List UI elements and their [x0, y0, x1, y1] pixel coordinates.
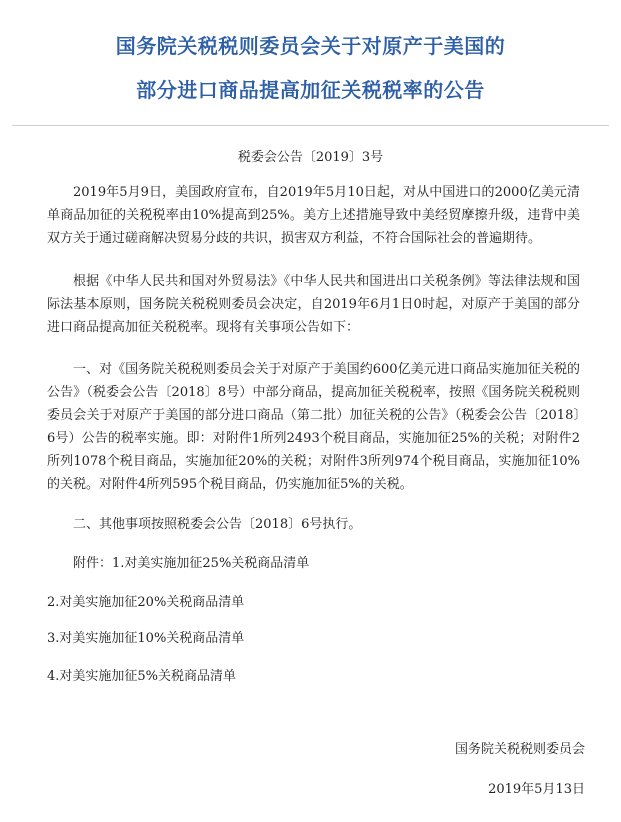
paragraph-legal-basis: 根据《中华人民共和国对外贸易法》《中华人民共和国进出口关税条例》等法律法规和国际法基本原则，国务院关税税则委员会决定，自2019年6月1日0时起，对原产于美国的部分进口商品提高加征关税税率。现将有关事项公告如下： — [47, 274, 580, 335]
document-number: 税委会公告〔2019〕3号 — [237, 150, 384, 165]
attachment-2: 2.对美实施加征20%关税商品清单 — [47, 595, 245, 610]
issuer-signature: 国务院关税税则委员会 — [454, 742, 585, 757]
paragraph-announcement: 2019年5月9日，美国政府宣布，自2019年5月10日起，对从中国进口的2000亿美元清单商品加征的关税税率由10%提高到25%。美方上述措施导致中美经贸摩擦升级，违背中美双方关于通过磋商解决贸易分歧的共识，损害双方利益，不符合国际社会的普遍期待。 — [47, 185, 580, 246]
attachment-1: 附件：1.对美实施加征25%关税商品清单 — [73, 556, 310, 571]
paragraph-item-2: 二、其他事项按照税委会公告〔2018〕6号执行。 — [73, 517, 362, 532]
paragraph-item-1: 一、对《国务院关税税则委员会关于对原产于美国约600亿美元进口商品实施加征关税的公告》（税委会公告〔2018〕8号）中部分商品，提高加征关税税率，按照《国务院关税税则委员会关于对原产于美国的部分进口商品（第二批）加征关税的公告》（税委会公告〔2018〕6号）公告的税率实施。即：对附件1所列2493个税目商品，实施加征25%的关税；对附件2所列1078个税目商品，实施加征20%的关税；对附件3所列974个税目商品，实施加征10%的关税。对附件4所列595个税目商品，仍实施加征5%的关税。 — [47, 362, 580, 492]
title-divider — [12, 125, 609, 126]
title-line-1: 国务院关税税则委员会关于对原产于美国的 — [115, 34, 506, 58]
attachment-4: 4.对美实施加征5%关税商品清单 — [47, 669, 237, 684]
title-line-2: 部分进口商品提高加征关税税率的公告 — [136, 78, 485, 102]
issue-date: 2019年5月13日 — [488, 782, 585, 797]
attachment-3: 3.对美实施加征10%关税商品清单 — [47, 631, 245, 646]
